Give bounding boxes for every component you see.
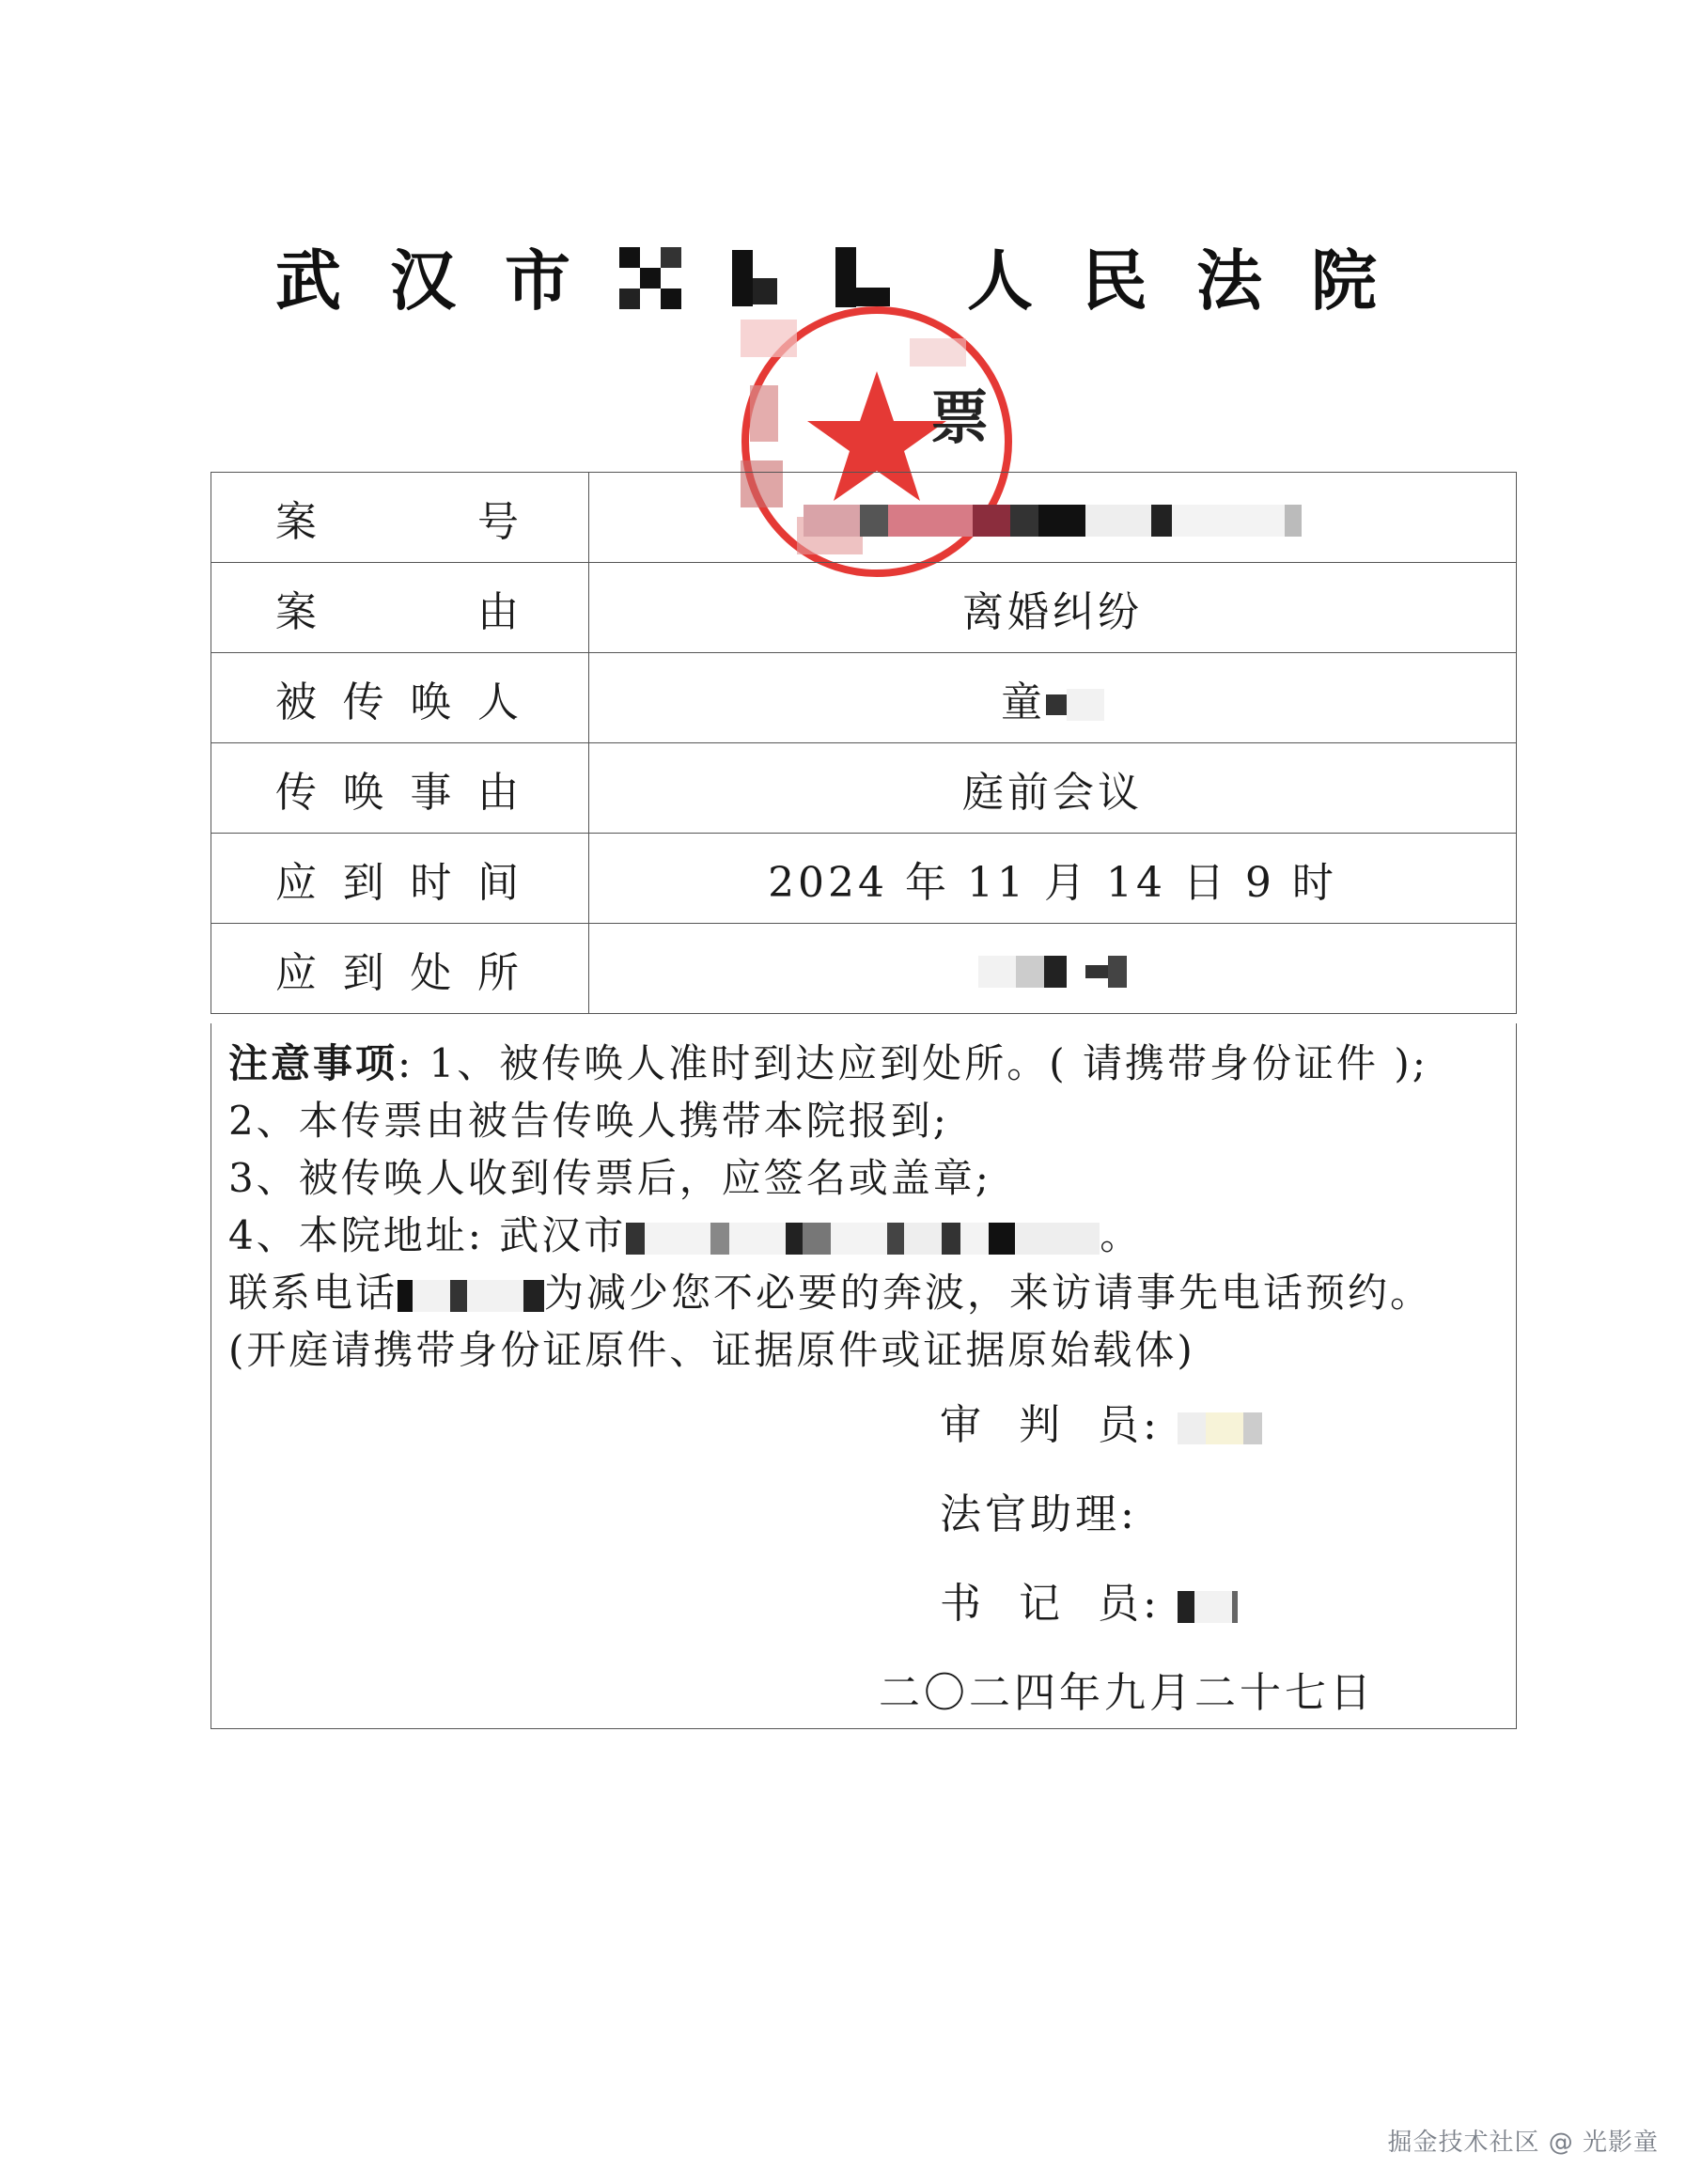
court-title-prefix: 武汉市 (275, 242, 619, 320)
summoned-person-name: 童 (1001, 678, 1046, 726)
cause-label: 案由 (211, 563, 589, 653)
notes-section (211, 1023, 1517, 1729)
issue-date: 二〇二四年九月二十七日 (879, 1669, 1375, 1717)
summons-reason-value: 庭前会议 (589, 743, 1517, 834)
table-row (211, 743, 1517, 834)
redacted-district-mosaic (619, 242, 929, 308)
court-title-suffix: 人民法院 (967, 242, 1426, 320)
summoned-person-value (589, 653, 1517, 743)
notes-line-1: 注意事项: 1、被传唤人准时到达应到处所。( 请携带身份证件 ); (228, 1040, 1428, 1086)
redacted-address (626, 1212, 1100, 1258)
assistant-signature: 法官助理: (940, 1490, 1138, 1538)
cause-value: 离婚纠纷 (589, 563, 1517, 653)
table-row (211, 563, 1517, 653)
summons-table (211, 472, 1517, 1014)
judge-signature: 审 判 员: (940, 1391, 1262, 1451)
notes-heading: 注意事项 (228, 1040, 398, 1086)
notes-line-5: 联系电话 为减少您不必要的奔波，来访请事先电话预约。 (228, 1270, 1433, 1316)
notes-line-2: 2、本传票由被告传唤人携带本院报到; (228, 1098, 949, 1144)
table-row (211, 924, 1517, 1014)
summoned-person-label: 被传唤人 (211, 653, 589, 743)
summons-reason-label: 传唤事由 (211, 743, 589, 834)
seal-blur-1 (741, 320, 797, 357)
redacted-phone (398, 1270, 544, 1316)
seal-blur-5 (910, 338, 966, 367)
case-number-value (589, 473, 1517, 563)
notes-line-3: 3、被传唤人收到传票后，应签名或盖章; (228, 1155, 991, 1201)
appearance-time-label: 应到时间 (211, 834, 589, 924)
seal-blur-2 (750, 385, 778, 442)
appearance-place-label: 应到处所 (211, 924, 589, 1014)
notes-line-6: (开庭请携带身份证原件、证据原件或证据原始载体) (228, 1327, 1195, 1373)
table-row (211, 473, 1517, 563)
table-row (211, 653, 1517, 743)
document-type-char: 票 (930, 383, 990, 452)
case-number-label: 案号 (211, 473, 589, 563)
appearance-place-value (589, 924, 1517, 1014)
notes-line-4: 4、本院地址: 武汉市 。 (228, 1212, 1143, 1258)
appearance-time-value: 2024 年 11 月 14 日 9 时 (589, 834, 1517, 924)
watermark: 掘金技术社区 @ 光影童 (1387, 2129, 1659, 2157)
clerk-signature: 书 记 员: (940, 1569, 1238, 1630)
table-row (211, 834, 1517, 924)
